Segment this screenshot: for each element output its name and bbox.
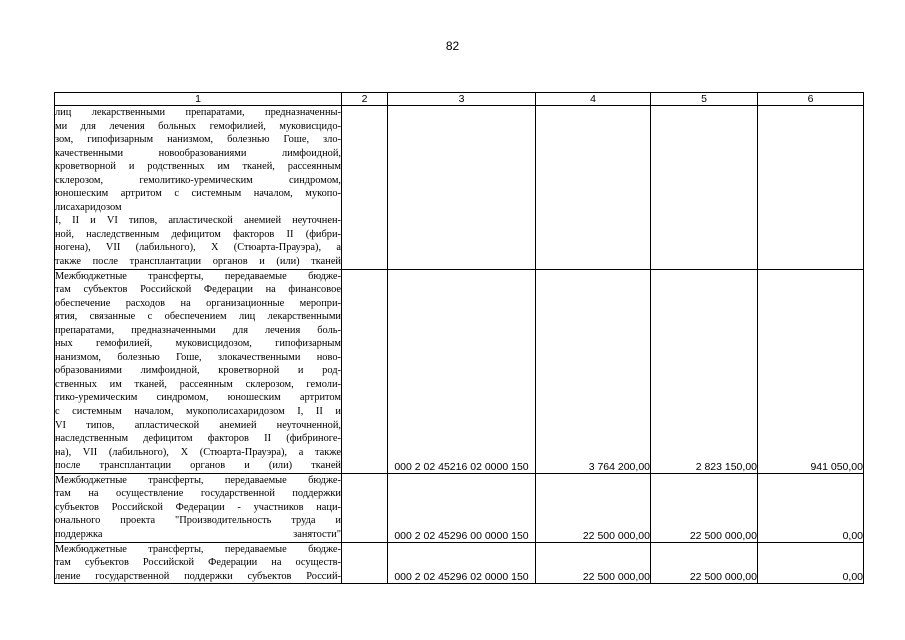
row-col2 — [342, 542, 388, 584]
table-row — [55, 106, 864, 270]
table-header-row — [55, 93, 864, 106]
row-description: Межбюджетные трансферты, передаваемые бюдже- там субъектов Российской Федерации на осуществ- ление государственной поддержки субъектов Россий- — [55, 542, 342, 584]
table-row — [55, 542, 864, 584]
row-amount-col4 — [536, 106, 651, 270]
row-amount-col5: 2 823 150,00 — [651, 269, 758, 473]
row-description: Межбюджетные трансферты, передаваемые бюдже- там на осуществление государственной поддержки субъектов Российской Федерации - участников наци- онального проекта "Производительность труда и поддержка занятости" — [55, 473, 342, 542]
column-header-3: 3 — [388, 93, 536, 106]
page-number: 82 — [445, 39, 460, 53]
row-col2 — [342, 269, 388, 473]
row-budget-code: 000 2 02 45296 00 0000 150 — [388, 473, 536, 542]
row-description: лиц лекарственными препаратами, предназначенны- ми для лечения больных гемофилией, муковисцидо- зом, гипофизарным нанизмом, болезнью Гоше, зло- качественными новообразованиями лимфоидной, кроветворной и родственных им тканей, рассеянным склерозом, гемолитико-уремическим синдромом, юношеским артритом с системным началом, мукопо- лисахаридозом I, II и VI типов, апластической анемией неуточнен- ной, наследственным дефицитом факторов II (фибри- ногена), VII (лабильного), X (Стюарта-Прауэра), а также после трансплантации органов и (или) тканей — [55, 106, 342, 270]
budget-revenue-table — [54, 92, 864, 584]
row-amount-col6: 0,00 — [758, 542, 864, 584]
column-header-5: 5 — [651, 93, 758, 106]
row-amount-col6 — [758, 106, 864, 270]
row-amount-col6: 0,00 — [758, 473, 864, 542]
row-amount-col4: 3 764 200,00 — [536, 269, 651, 473]
row-budget-code: 000 2 02 45216 02 0000 150 — [388, 269, 536, 473]
table-row — [55, 473, 864, 542]
row-amount-col5: 22 500 000,00 — [651, 542, 758, 584]
row-col2 — [342, 473, 388, 542]
column-header-2: 2 — [342, 93, 388, 106]
row-col2 — [342, 106, 388, 270]
row-amount-col6: 941 050,00 — [758, 269, 864, 473]
column-header-4: 4 — [536, 93, 651, 106]
row-budget-code — [388, 106, 536, 270]
row-amount-col4: 22 500 000,00 — [536, 542, 651, 584]
column-header-6: 6 — [758, 93, 864, 106]
table-row — [55, 269, 864, 473]
column-header-1: 1 — [55, 93, 342, 106]
row-amount-col4: 22 500 000,00 — [536, 473, 651, 542]
row-budget-code: 000 2 02 45296 02 0000 150 — [388, 542, 536, 584]
row-amount-col5: 22 500 000,00 — [651, 473, 758, 542]
row-description: Межбюджетные трансферты, передаваемые бюдже- там субъектов Российской Федерации на финансовое обеспечение расходов на организационные меропри- ятия, связанные с обеспечением лиц лекарственными препаратами, предназначенными для лечения боль- ных гемофилией, муковисцидозом, гипофизарным нанизмом, болезнью Гоше, злокачественными ново- образованиями лимфоидной, кроветворной и род- ственных им тканей, рассеянным склерозом, гемоли- тико-уремическим синдромом, юношеским артритом с системным началом, мукополисахаридозом I, II и VI типов, апластической анемией неуточненной, наследственным дефицитом факторов II (фибриноге- на), VII (лабильного), X (Стюарта-Прауэра), а также после трансплантации органов и (или) тканей — [55, 269, 342, 473]
row-amount-col5 — [651, 106, 758, 270]
